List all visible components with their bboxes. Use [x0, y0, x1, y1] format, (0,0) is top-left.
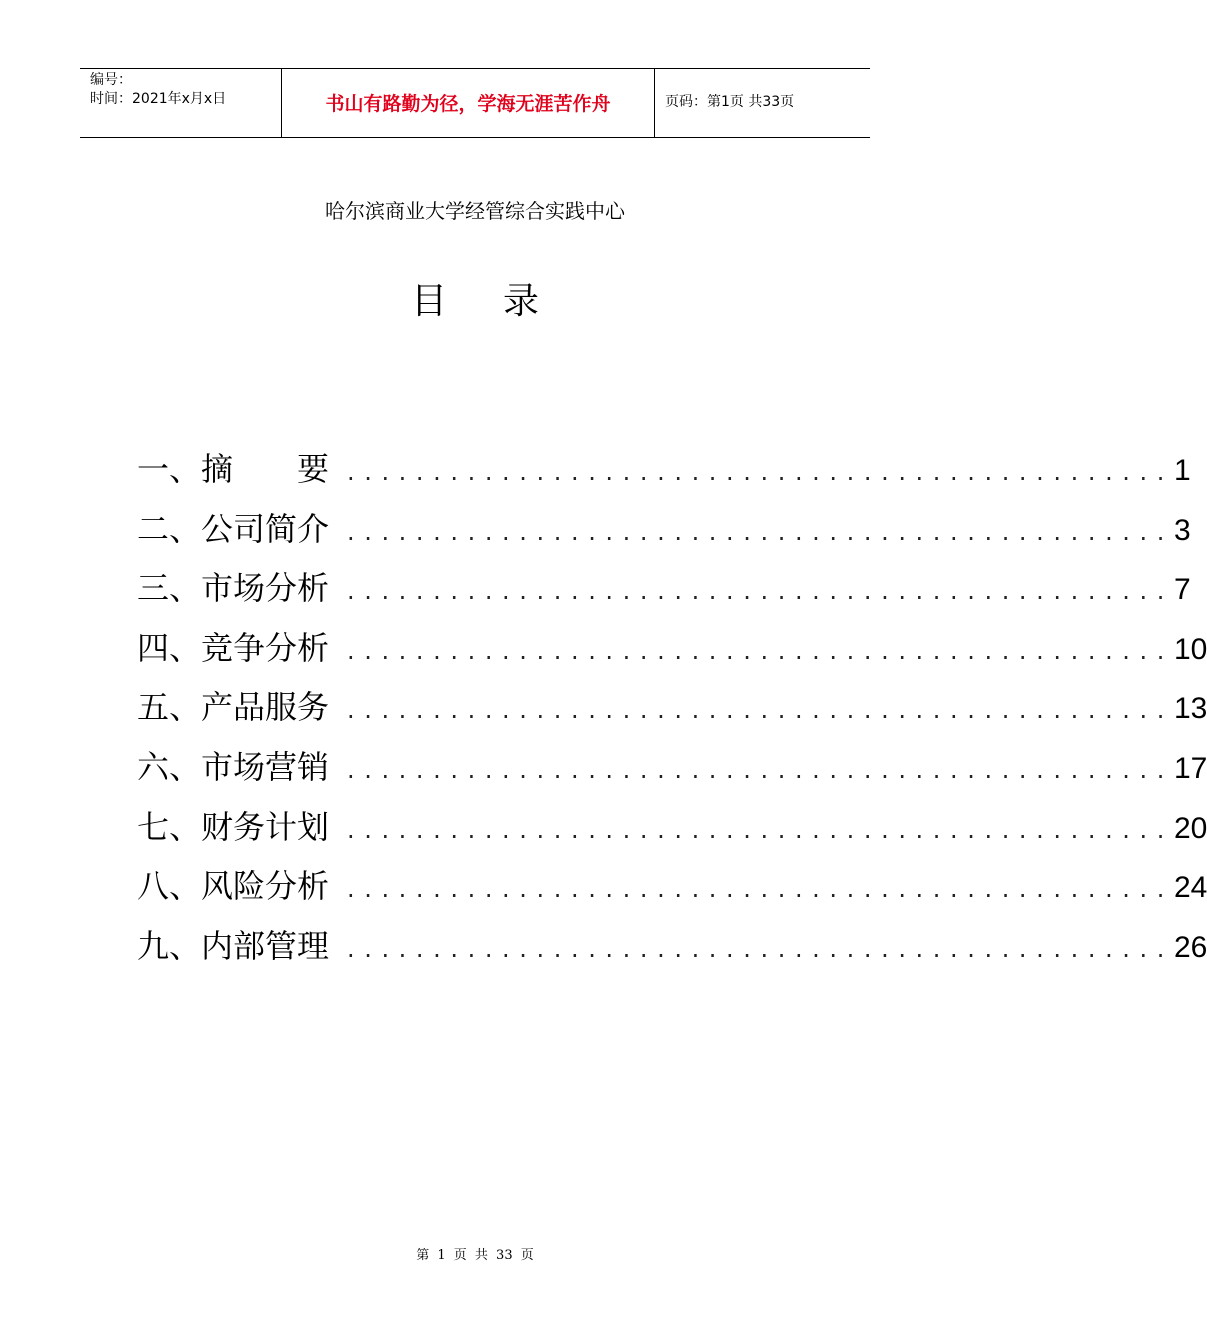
- toc-title: 目录: [410, 281, 595, 322]
- header-page-cell: [655, 69, 870, 137]
- toc-entry-label: 五、产品服务: [137, 688, 330, 727]
- toc-entry[interactable]: [137, 447, 1191, 507]
- toc-entry[interactable]: [137, 924, 1207, 984]
- toc-leader-dots: ................................................: [347, 875, 1174, 904]
- toc-entry[interactable]: [137, 864, 1207, 924]
- toc-entry-label: 六、市场营销: [137, 747, 330, 786]
- document-number-label: 编号：: [90, 72, 132, 88]
- page-footer: 第 1 页 共 33 页: [416, 1248, 534, 1263]
- toc-entry[interactable]: [137, 566, 1191, 626]
- toc-entry[interactable]: [137, 805, 1207, 865]
- page-header: [80, 68, 870, 138]
- toc-leader-dots: ................................................: [347, 458, 1174, 486]
- toc-leader-dots: ................................................: [347, 815, 1174, 844]
- toc-entry[interactable]: [137, 507, 1191, 567]
- toc-entry-page: 13: [1174, 692, 1207, 726]
- toc-leader-dots: ................................................: [347, 696, 1174, 725]
- toc-leader-dots: ................................................: [347, 934, 1174, 963]
- header-meta-cell: [80, 69, 282, 137]
- toc-entry-page: 17: [1174, 751, 1207, 785]
- header-motto: 书山有路勤为径，学海无涯苦作舟: [325, 93, 611, 115]
- document-date: 时间：2021年x月x日: [90, 91, 227, 107]
- toc-entry-page: 1: [1174, 454, 1191, 487]
- header-motto-cell: [282, 69, 655, 137]
- toc-leader-dots: ................................................: [347, 577, 1174, 606]
- table-of-contents: [137, 447, 1207, 983]
- toc-leader-dots: ................................................: [347, 755, 1174, 784]
- toc-entry[interactable]: [137, 685, 1207, 745]
- toc-entry-label: 三、市场分析: [137, 569, 330, 608]
- toc-entry-label: 九、内部管理: [137, 926, 330, 965]
- toc-entry-page: 26: [1174, 930, 1207, 964]
- toc-leader-dots: ................................................: [347, 636, 1174, 665]
- toc-entry[interactable]: [137, 626, 1207, 686]
- toc-entry-page: 7: [1174, 573, 1191, 607]
- organization-name: 哈尔滨商业大学经管综合实践中心: [325, 199, 625, 223]
- header-page-info: 页码：第1页 共33页: [665, 94, 795, 110]
- toc-entry-page: 3: [1174, 513, 1191, 547]
- toc-entry-label: 七、财务计划: [137, 807, 330, 846]
- toc-entry-page: 10: [1174, 632, 1207, 666]
- toc-entry-label: 二、公司简介: [137, 509, 330, 548]
- toc-entry-label: 一、摘 要: [137, 450, 330, 488]
- toc-entry-label: 四、竞争分析: [137, 628, 330, 667]
- toc-leader-dots: ................................................: [347, 517, 1174, 546]
- toc-entry[interactable]: [137, 745, 1207, 805]
- toc-entry-page: 20: [1174, 811, 1207, 845]
- toc-entry-label: 八、风险分析: [137, 867, 330, 906]
- toc-entry-page: 24: [1174, 871, 1207, 905]
